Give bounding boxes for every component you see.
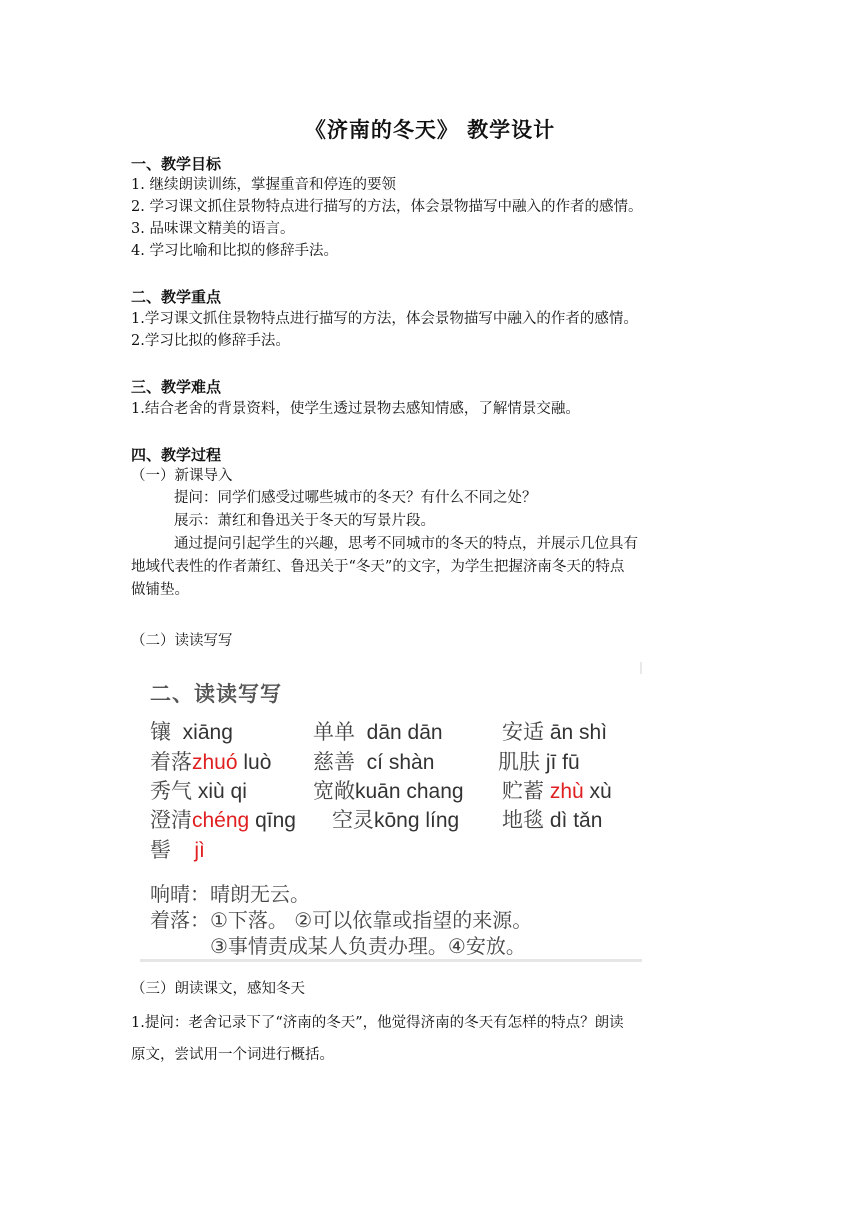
intro-paragraph-line: 做铺垫。	[131, 582, 189, 598]
vocab-word: 贮蓄 zhù xù	[502, 779, 612, 803]
definition-line: ③事情责成某人负责办理。④安放。	[210, 934, 526, 958]
vocab-word: 秀气 xiù qi	[150, 779, 247, 803]
key-point-item: 2.学习比拟的修辞手法。	[131, 333, 290, 349]
slide-title: 二、读读写写	[150, 683, 282, 706]
vocab-word: 空灵kōng líng	[332, 808, 460, 832]
reading-question-line: 1.提问：老舍记录下了“济南的冬天”，他觉得济南的冬天有怎样的特点？朗读	[131, 1015, 624, 1031]
difficulty-item: 1.结合老舍的背景资料，使学生透过景物去感知情感，了解情景交融。	[131, 401, 580, 417]
vocab-word: 着落zhuó luò	[150, 750, 272, 774]
intro-question: 提问：同学们感受过哪些城市的冬天？有什么不同之处？	[174, 490, 537, 506]
key-point-item: 1.学习课文抓住景物特点进行描写的方法，体会景物描写中融入的作者的感情。	[131, 311, 638, 327]
vocab-word: 慈善 cí shàn	[313, 750, 435, 774]
vocab-word: 地毯 dì tǎn	[502, 808, 603, 832]
definition-line: 响晴：晴朗无云。	[150, 882, 310, 906]
vocabulary-slide-image	[140, 662, 642, 962]
vocab-word: 镶 xiāng	[150, 720, 233, 744]
objective-item: 3. 品味课文精美的语言。	[131, 221, 295, 237]
objective-item: 4. 学习比喻和比拟的修辞手法。	[131, 243, 338, 259]
vocab-word: 宽敞kuān chang	[313, 779, 464, 803]
section-heading-process: 四、教学过程	[131, 446, 222, 464]
objective-item: 2. 学习课文抓住景物特点进行描写的方法，体会景物描写中融入的作者的感情。	[131, 199, 643, 215]
subsection-label-intro: （一）新课导入	[131, 468, 233, 484]
vocab-word: 肌肤 jī fū	[498, 750, 580, 774]
intro-paragraph-line: 通过提问引起学生的兴趣，思考不同城市的冬天的特点，并展示几位具有	[174, 536, 638, 552]
definition-line: 着落：①下落。 ②可以依靠或指望的来源。	[150, 908, 533, 932]
vocab-word: 单单 dān dān	[313, 720, 443, 744]
section-heading-difficulties: 三、教学难点	[131, 378, 222, 396]
reading-question-line: 原文，尝试用一个词进行概括。	[131, 1047, 334, 1063]
subsection-label-reading: （三）朗读课文，感知冬天	[131, 981, 305, 997]
section-heading-objectives: 一、教学目标	[131, 155, 222, 173]
vocab-word: 安适 ān shì	[502, 720, 608, 744]
vocab-word: 澄清chéng qīng	[150, 808, 296, 832]
intro-paragraph-line: 地域代表性的作者萧红、鲁迅关于“冬天”的文字，为学生把握济南冬天的特点	[131, 559, 625, 575]
intro-show: 展示：萧红和鲁迅关于冬天的写景片段。	[174, 513, 435, 529]
objective-item: 1. 继续朗读训练，掌握重音和停连的要领	[131, 177, 396, 193]
document-title: 《济南的冬天》 教学设计	[304, 117, 556, 142]
vocab-word: 髻 jì	[150, 838, 205, 862]
subsection-label-read-write: （二）读读写写	[131, 633, 233, 649]
section-heading-key-points: 二、教学重点	[131, 288, 222, 306]
